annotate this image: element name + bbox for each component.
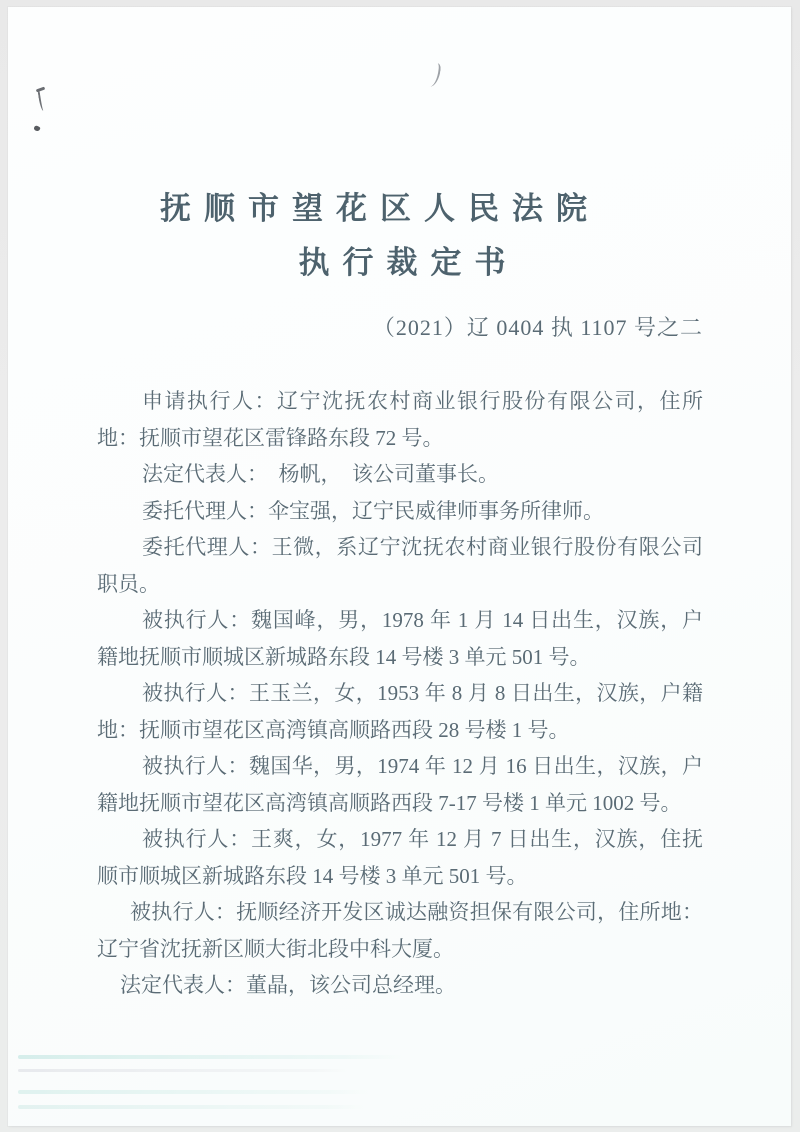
scan-speck-mark	[38, 91, 46, 112]
paragraph: 被执行人：王爽，女，1977 年 12 月 7 日出生，汉族，住抚顺市顺城区新城路东段 14 号楼 3 单元 501 号。	[97, 827, 703, 888]
scan-streak	[18, 1090, 368, 1094]
scan-curve-mark	[427, 62, 441, 87]
paragraph: 被执行人：魏国华，男，1974 年 12 月 16 日出生，汉族，户籍地抚顺市望花区高湾镇高顺路西段 7-17 号楼 1 单元 1002 号。	[97, 754, 703, 815]
paragraph: 申请执行人：辽宁沈抚农村商业银行股份有限公司，住所地：抚顺市望花区雷锋路东段 72 号。	[97, 389, 703, 450]
document-type-title: 执行裁定书	[298, 245, 519, 280]
scan-dot-mark	[33, 125, 41, 132]
paragraph: 法定代表人： 杨帆， 该公司董事长。	[142, 462, 499, 486]
scan-streak	[18, 1105, 363, 1109]
scan-streak	[18, 1069, 348, 1072]
paragraph: 委托代理人：王微，系辽宁沈抚农村商业银行股份有限公司职员。	[97, 535, 703, 596]
scan-streak	[18, 1055, 403, 1059]
paragraph: 法定代表人：董晶，该公司总经理。	[120, 973, 456, 997]
court-name-title: 抚顺市望花区人民法院	[160, 191, 600, 226]
document-body	[97, 383, 703, 1004]
paragraph: 被执行人：王玉兰，女，1953 年 8 月 8 日出生，汉族，户籍地：抚顺市望花区高湾镇高顺路西段 28 号楼 1 号。	[97, 681, 703, 742]
case-number: （2021）辽 0404 执 1107 号之二	[372, 315, 703, 340]
paragraph: 委托代理人：伞宝强，辽宁民威律师事务所律师。	[142, 498, 604, 523]
paragraph: 被执行人：抚顺经济开发区诚达融资担保有限公司，住所地：辽宁省沈抚新区顺大街北段中科大厦。	[97, 900, 703, 961]
document-page	[8, 7, 791, 1126]
paragraph: 被执行人：魏国峰，男，1978 年 1 月 14 日出生，汉族，户籍地抚顺市顺城区新城路东段 14 号楼 3 单元 501 号。	[97, 608, 703, 669]
